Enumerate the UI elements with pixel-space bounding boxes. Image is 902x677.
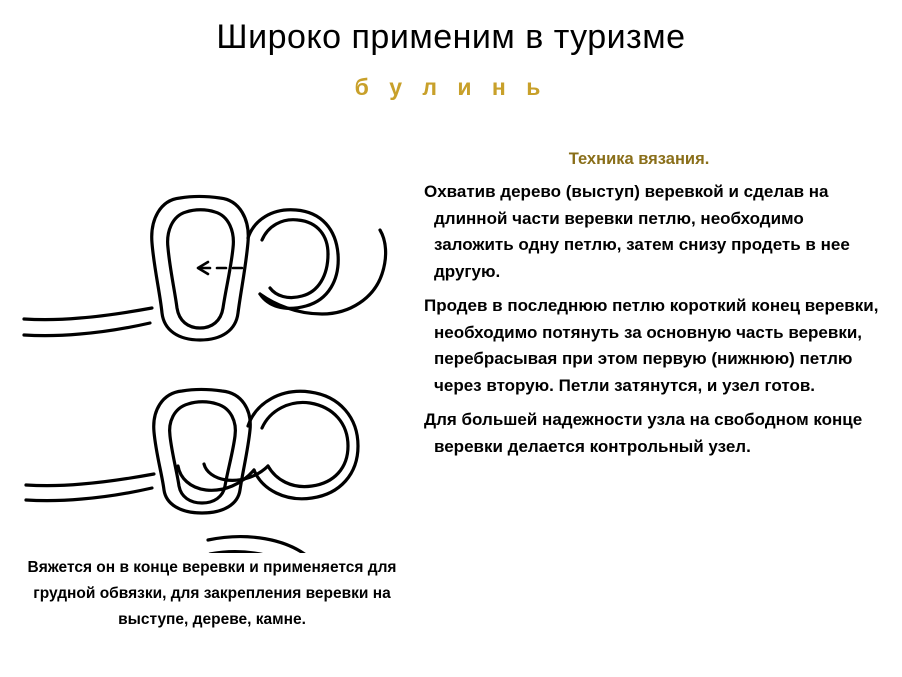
technique-paragraph-2: Продев в последнюю петлю короткий конец веревки, необходимо потянуть за основную часть веревки, перебрасывая при этом первую (нижнюю) петлю через вторую. Петли затянутся, и узел готов. xyxy=(424,296,879,395)
page-title: Широко применим в туризме xyxy=(216,18,686,56)
technique-column xyxy=(424,150,884,466)
illustration-column xyxy=(10,108,430,558)
technique-paragraph-3: Для большей надежности узла на свободном конце веревки делается контрольный узел. xyxy=(424,410,863,456)
illustration-caption: Вяжется он в конце веревки и применяется для грудной обвязки, для закрепления веревки на выступе, дереве, камне. xyxy=(27,559,397,628)
technique-heading: Техника вязания. xyxy=(568,150,710,168)
technique-paragraph-1: Охватив дерево (выступ) веревкой и сделав на длинной части веревки петлю, необходимо заложить одну петлю, затем снизу продеть в нее другую. xyxy=(424,182,850,281)
bowline-knot-illustration xyxy=(10,108,430,553)
page-subtitle: б у л и н ь xyxy=(354,74,548,100)
